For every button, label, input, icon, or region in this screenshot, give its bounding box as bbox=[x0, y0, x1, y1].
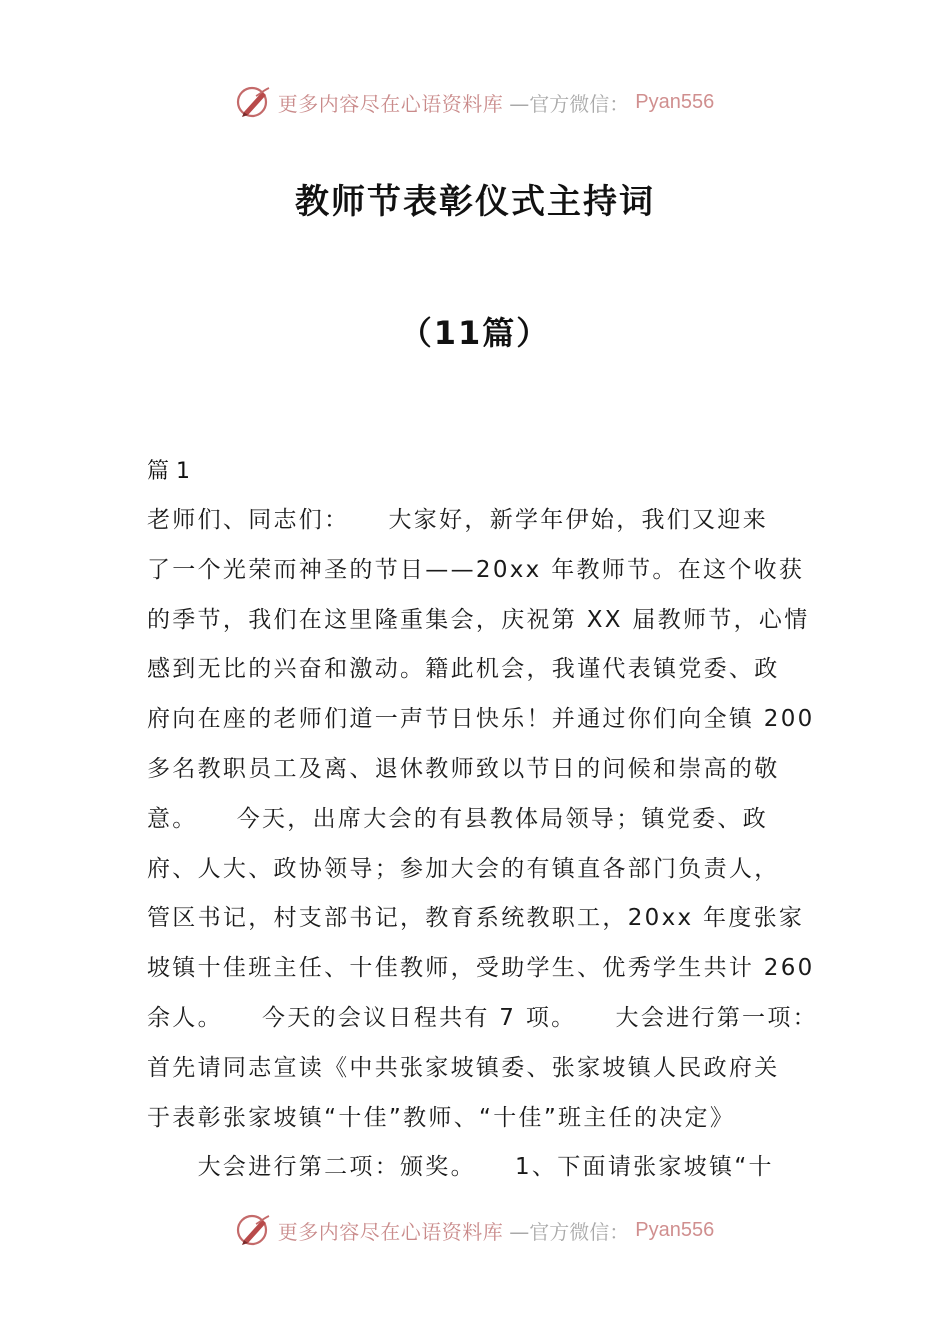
document-subtitle: （11篇） bbox=[399, 314, 551, 352]
watermark-text: 更多内容尽在心语资料库 bbox=[277, 91, 504, 116]
section-label: 篇 1 bbox=[147, 459, 190, 484]
body-line: 府、人大、政协领导；参加大会的有镇直各部门负责人， bbox=[147, 855, 780, 882]
body-line: 管区书记，村支部书记，教育系统教职工，20xx 年度张家 bbox=[147, 905, 805, 932]
body-line: 余人。 今天的会议日程共有 7 项。 大会进行第一项： bbox=[147, 1004, 818, 1031]
body-line: 感到无比的兴奋和激动。籍此机会，我谨代表镇党委、政 bbox=[147, 656, 780, 683]
body-line: 老师们、同志们： 大家好，新学年伊始，我们又迎来 bbox=[147, 507, 768, 533]
pen-logo-icon bbox=[236, 1212, 272, 1248]
footer-watermark bbox=[0, 1210, 950, 1250]
pen-logo-icon bbox=[236, 84, 272, 120]
body-line: 的季节，我们在这里隆重集会，庆祝第 XX 届教师节，心情 bbox=[147, 606, 810, 633]
body-line: 首先请同志宣读《中共张家坡镇委、张家坡镇人民政府关 bbox=[147, 1054, 780, 1081]
watermark-account: Pyan556 bbox=[635, 1218, 715, 1241]
body-line: 意。 今天，出席大会的有县教体局领导；镇党委、政 bbox=[147, 805, 768, 832]
watermark-account: Pyan556 bbox=[635, 90, 715, 113]
body-line: 多名教职员工及离、退休教师致以节日的问候和崇高的敬 bbox=[147, 755, 780, 782]
watermark-separator: —官方微信： bbox=[509, 1219, 630, 1244]
body-line: 大会进行第二项：颁奖。 1、下面请张家坡镇“十 bbox=[147, 1154, 774, 1181]
body-line: 府向在座的老师们道一声节日快乐！并通过你们向全镇 200 bbox=[147, 706, 815, 733]
body-line: 了一个光荣而神圣的节日——20xx 年教师节。在这个收获 bbox=[147, 556, 805, 583]
header-watermark bbox=[0, 82, 950, 122]
document-title: 教师节表彰仪式主持词 bbox=[295, 182, 655, 222]
watermark-text: 更多内容尽在心语资料库 bbox=[277, 1219, 504, 1244]
body-line: 坡镇十佳班主任、十佳教师，受助学生、优秀学生共计 260 bbox=[147, 955, 815, 982]
watermark-separator: —官方微信： bbox=[509, 91, 630, 116]
body-line: 于表彰张家坡镇“十佳”教师、“十佳”班主任的决定》 bbox=[147, 1104, 736, 1131]
body-text bbox=[147, 496, 827, 1193]
